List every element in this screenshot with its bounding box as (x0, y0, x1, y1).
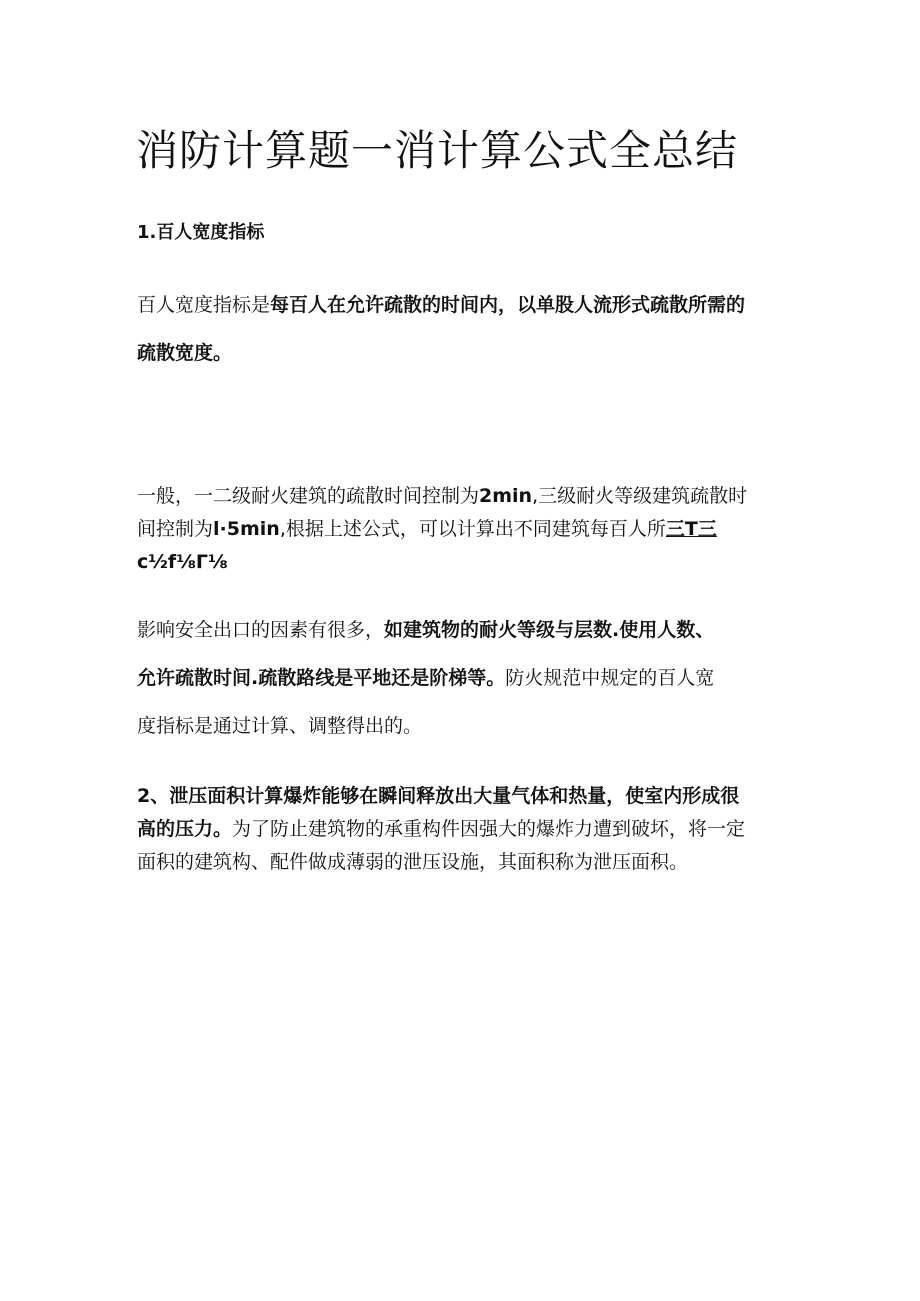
evac-text-c: ,三级耐火等级建筑疏散时 (532, 485, 748, 507)
definition-lead-text: 百人宽度指标是 (137, 294, 271, 316)
evac-text-d: 间控制为 (137, 518, 214, 540)
definition-bold-text: 每百人在允许疏散的时间内，以单股人流形式疏散所需的 (270, 294, 746, 316)
relief-area-normal: 为了防止建筑物的承重构件因强大的爆炸力遭到破坏，将一定 (232, 818, 746, 840)
exit-factors-bold: 如建筑物的耐火等级与层数.使用人数、 (384, 619, 715, 641)
evacuation-time-line-2 (137, 516, 717, 542)
exit-factors-lead: 影响安全出口的因素有很多， (137, 619, 385, 641)
evac-text-e: ,根据上述公式，可以计算出不同建筑每百人所 (279, 518, 666, 540)
relief-area-line-2 (137, 816, 745, 842)
evac-text-a: 一般，一二级耐火建筑的疏散时间控制为 (137, 485, 480, 507)
relief-area-line-3: 面积的建筑构、配件做成薄弱的泄压设施，其面积称为泄压面积。 (137, 851, 689, 873)
exit-factors-normal: 防火规范中规定的百人宽 (505, 667, 715, 689)
section-heading-relief-area: 2、泄压面积计算爆炸能够在瞬间释放出大量气体和热量，使室内形成很 (137, 785, 740, 807)
garbled-underlined-text: 三T三 (665, 518, 717, 540)
exit-factors-line-3: 度指标是通过计算、调整得出的。 (137, 715, 423, 737)
evacuation-time-line-1 (137, 483, 747, 509)
document-title: 消防计算题一消计算公式全总结 (136, 126, 739, 175)
exit-factors-bold-2: 允许疏散时间.疏散路线是平地还是阶梯等。 (137, 667, 506, 689)
evac-time-2min: 2min (479, 485, 533, 507)
exit-factors-line-2 (137, 665, 714, 691)
definition-line-2: 疏散宽度。 (137, 342, 233, 364)
section-heading-hundred-person-width: 1.百人宽度指标 (137, 222, 265, 243)
evac-time-1-5min: l·5min (213, 518, 280, 540)
exit-factors-line-1 (137, 617, 714, 643)
definition-line-1 (137, 292, 745, 318)
garbled-formula-text: c½f⅛Γ⅛ (137, 551, 228, 573)
relief-area-bold: 高的压力。 (137, 818, 233, 840)
